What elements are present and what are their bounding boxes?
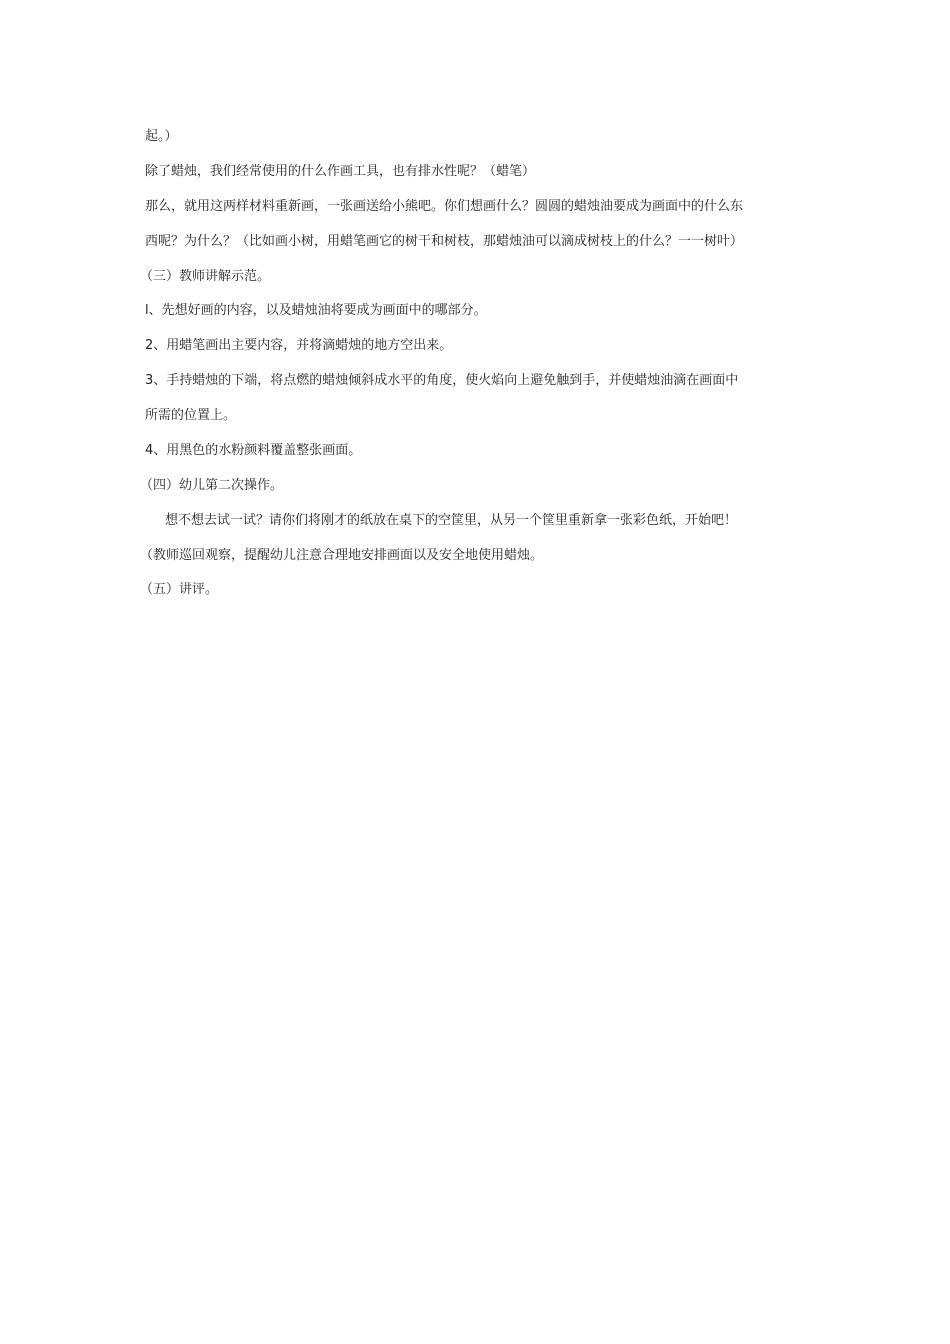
text-line-3: 那么，就用这两样材料重新画，一张画送给小熊吧。你们想画什么？圆圆的蜡烛油要成为画面中的什么东	[145, 199, 744, 214]
text-line-1: 起。）	[145, 129, 178, 144]
text-line-observation: （教师巡回观察，提醒幼儿注意合理地安排画面以及安全地使用蜡烛。	[140, 548, 544, 563]
step-3-continued: 所需的位置上。	[145, 408, 237, 423]
text-line-prompt: 想不想去试一试？请你们将刚才的纸放在桌下的空筐里，从另一个筐里重新拿一张彩色纸，开始吧！	[165, 513, 738, 528]
text-line-4: 西呢？为什么？（比如画小树，用蜡笔画它的树干和树枝，那蜡烛油可以滴成树枝上的什么？一一树叶）	[145, 234, 744, 249]
step-3: 3、手持蜡烛的下端，将点燃的蜡烛倾斜成水平的角度，使火焰向上避免触到手，并使蜡烛油滴在画面中	[145, 373, 739, 388]
step-4: 4、用黑色的水粉颜料覆盖整张画面。	[145, 443, 362, 458]
section-heading-3: （三）教师讲解示范。	[140, 269, 271, 284]
step-2: 2、用蜡笔画出主要内容，并将滴蜡烛的地方空出来。	[145, 338, 453, 353]
section-heading-5: （五）讲评。	[140, 582, 219, 597]
text-line-2: 除了蜡烛，我们经常使用的什么作画工具，也有排水性呢？（蜡笔）	[145, 164, 536, 179]
step-1: l、先想好画的内容，以及蜡烛油将要成为画面中的哪部分。	[145, 303, 487, 318]
section-heading-4: （四）幼儿第二次操作。	[140, 478, 284, 493]
